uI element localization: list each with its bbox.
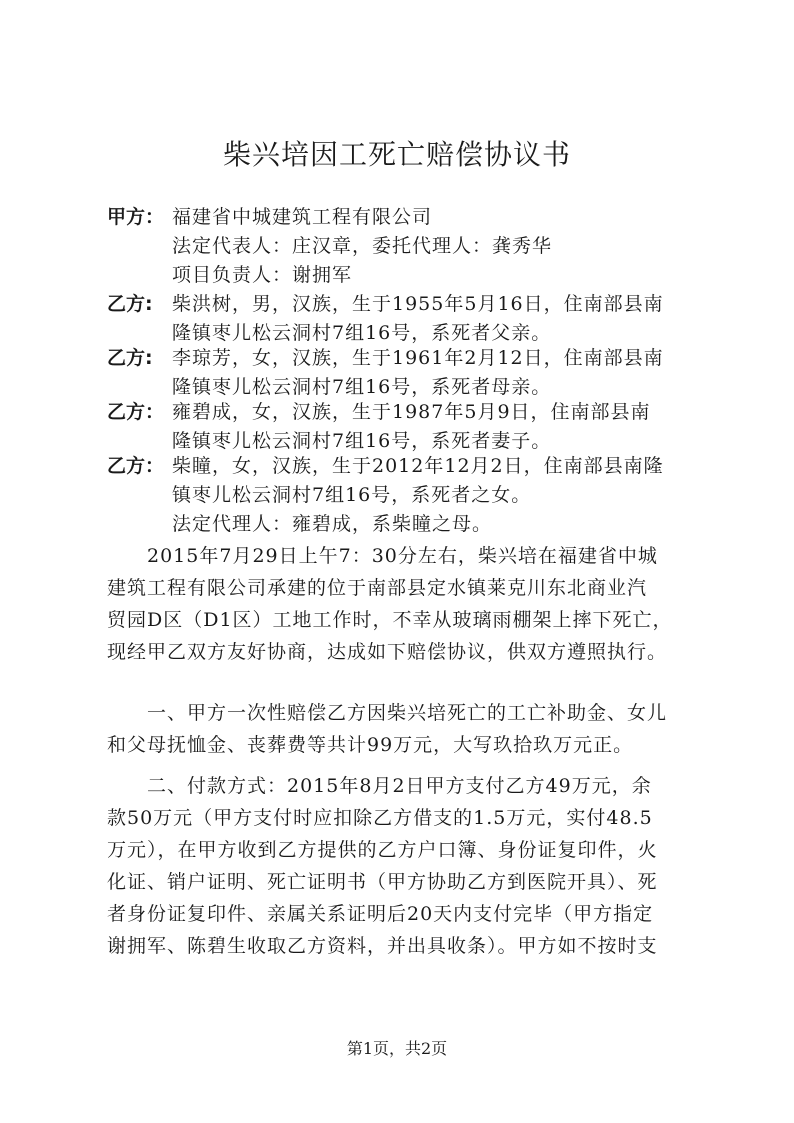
paragraph-line: 谢拥军、陈碧生收取乙方资料，并出具收条）。甲方如不按时支 <box>107 935 658 957</box>
party-yi-mother <box>107 344 707 402</box>
party-line: 法定代表人：庄汉章，委托代理人：龚秀华 <box>172 235 553 257</box>
paragraph-line: 万元），在甲方收到乙方提供的乙方户口簿、身份证复印件，火 <box>107 839 658 861</box>
party-line: 柴瞳，女，汉族，生于2012年12月2日，住南部县南隆 <box>172 455 664 477</box>
paragraph-line: 者身份证复印件、亲属关系证明后20天内支付完毕（甲方指定 <box>107 903 654 925</box>
party-line: 隆镇枣儿松云洞村7组16号，系死者妻子。 <box>172 430 552 452</box>
paragraph-line: 2015年7月29日上午7：30分左右，柴兴培在福建省中城 <box>147 545 658 567</box>
party-label: 乙方： <box>107 401 165 423</box>
party-line: 法定代理人：雍碧成，系柴瞳之母。 <box>172 513 493 535</box>
party-jia <box>107 203 707 290</box>
paragraph-line: 款50万元（甲方支付时应扣除乙方借支的1.5万元，实付48.5 <box>107 807 653 829</box>
paragraph-line: 现经甲乙双方友好协商，达成如下赔偿协议，供双方遵照执行。 <box>107 641 668 663</box>
document-title: 柴兴培因工死亡赔偿协议书 <box>222 138 571 171</box>
party-line: 李琼芳，女，汉族，生于1961年2月12日，住南部县南 <box>172 347 664 369</box>
paragraph-line: 和父母抚恤金、丧葬费等共计99万元，大写玖拾玖万元正。 <box>107 734 634 756</box>
party-yi-father <box>107 290 707 348</box>
paragraph-line: 建筑工程有限公司承建的位于南部县定水镇莱克川东北商业汽 <box>107 577 648 599</box>
party-line: 福建省中城建筑工程有限公司 <box>172 206 433 228</box>
paragraph-line: 贸园D区（D1区）工地工作时，不幸从玻璃雨棚架上摔下死亡， <box>107 609 673 631</box>
party-line: 柴洪树，男，汉族，生于1955年5月16日，住南部县南 <box>172 293 664 315</box>
party-label: 乙方: <box>107 293 153 315</box>
party-yi-daughter <box>107 452 707 539</box>
paragraph-payment <box>107 770 697 962</box>
paragraph-compensation <box>107 697 697 761</box>
page-footer: 第1页，共2页 <box>346 1039 448 1058</box>
party-line: 镇枣儿松云洞村7组16号，系死者之女。 <box>172 484 532 506</box>
paragraph-line: 一、甲方一次性赔偿乙方因柴兴培死亡的工亡补助金、女儿 <box>147 702 668 724</box>
paragraph-incident <box>107 540 697 668</box>
paragraph-line: 化证、销户证明、死亡证明书（甲方协助乙方到医院开具）、死 <box>107 871 658 893</box>
party-line: 项目负责人：谢拥军 <box>172 264 353 286</box>
party-label: 甲方： <box>107 206 165 228</box>
paragraph-line: 二、付款方式：2015年8月2日甲方支付乙方49万元，余 <box>147 775 652 797</box>
party-line: 雍碧成，女，汉族，生于1987年5月9日，住南部县南 <box>172 401 651 423</box>
party-line: 隆镇枣儿松云洞村7组16号，系死者母亲。 <box>172 376 552 398</box>
party-label: 乙方: <box>107 347 153 369</box>
party-line: 隆镇枣儿松云洞村7组16号，系死者父亲。 <box>172 322 552 344</box>
party-label: 乙方： <box>107 455 165 477</box>
party-yi-wife <box>107 398 707 456</box>
